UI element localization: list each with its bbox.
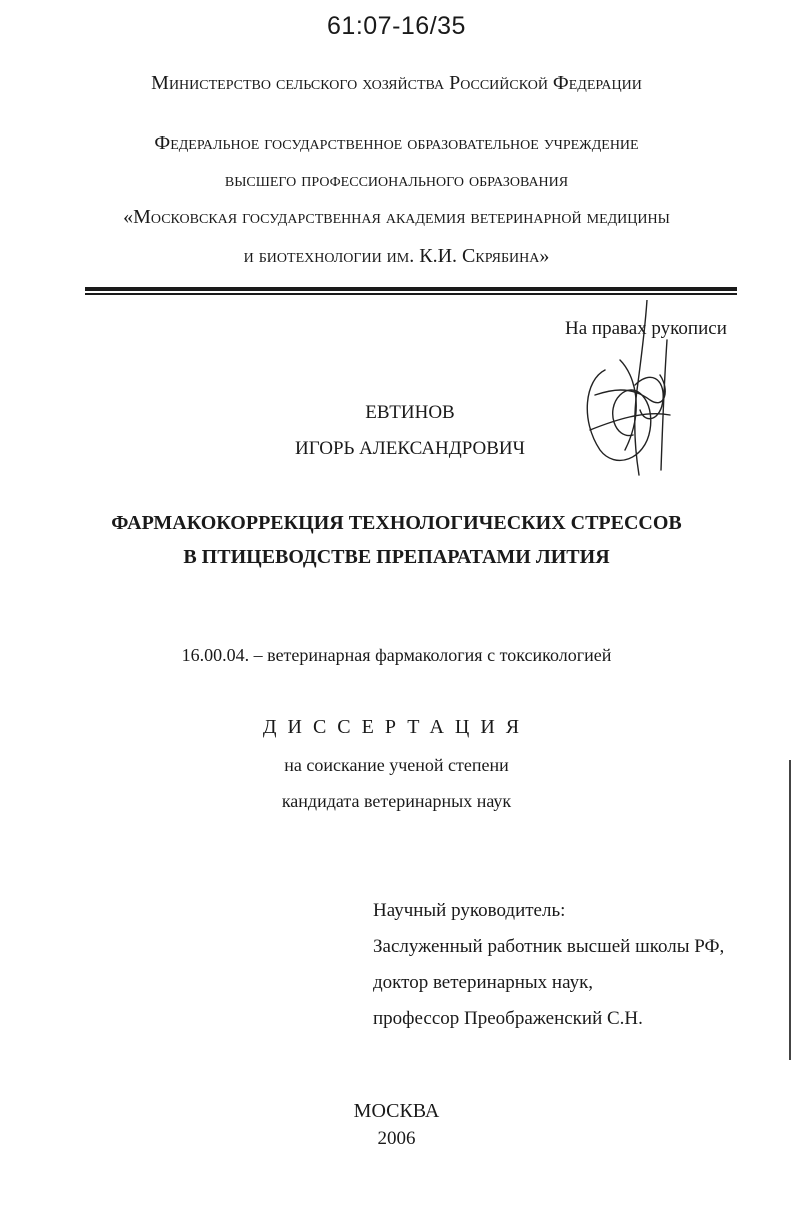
degree-line-1: на соискание ученой степени [284,755,509,775]
specialty-code: 16.00.04. – ветеринарная фармакология с токсикологией [181,645,612,665]
dissertation-title-line-2: В ПТИЦЕВОДСТВЕ ПРЕПАРАТАМИ ЛИТИЯ [183,546,610,568]
institution-line-2: высшего профессионального образования [224,169,569,191]
advisor-degree: доктор ветеринарных наук, [373,972,594,993]
institution-line-3: «Московская государственная академия ветеринарной медицины [123,206,670,228]
ministry-name: Министерство сельского хозяйства Российской Федерации [151,72,642,94]
manuscript-note: На правах рукописи [565,318,727,339]
institution-line-4: и биотехнологии им. К.И. Скрябина» [243,245,550,267]
advisor-name: профессор Преображенский С.Н. [373,1008,643,1029]
catalog-number: 61:07-16/35 [327,12,466,40]
header-divider-thin [85,293,737,295]
author-surname: ЕВТИНОВ [365,402,455,423]
handwritten-signature [575,300,695,480]
institution-line-1: Федеральное государственное образовательное учреждение [154,132,639,154]
advisor-heading: Научный руководитель: [373,900,566,921]
advisor-title: Заслуженный работник высшей школы РФ, [373,936,725,957]
dissertation-title-line-1: ФАРМАКОКОРРЕКЦИЯ ТЕХНОЛОГИЧЕСКИХ СТРЕССОВ [111,512,682,534]
year: 2006 [377,1128,416,1149]
header-divider-thick [85,287,737,291]
scan-edge-mark [789,760,791,1060]
work-type: ДИССЕРТАЦИЯ [262,716,531,738]
city: МОСКВА [353,1100,440,1122]
author-name: ИГОРЬ АЛЕКСАНДРОВИЧ [295,438,525,459]
degree-line-2: кандидата ветеринарных наук [281,791,512,811]
